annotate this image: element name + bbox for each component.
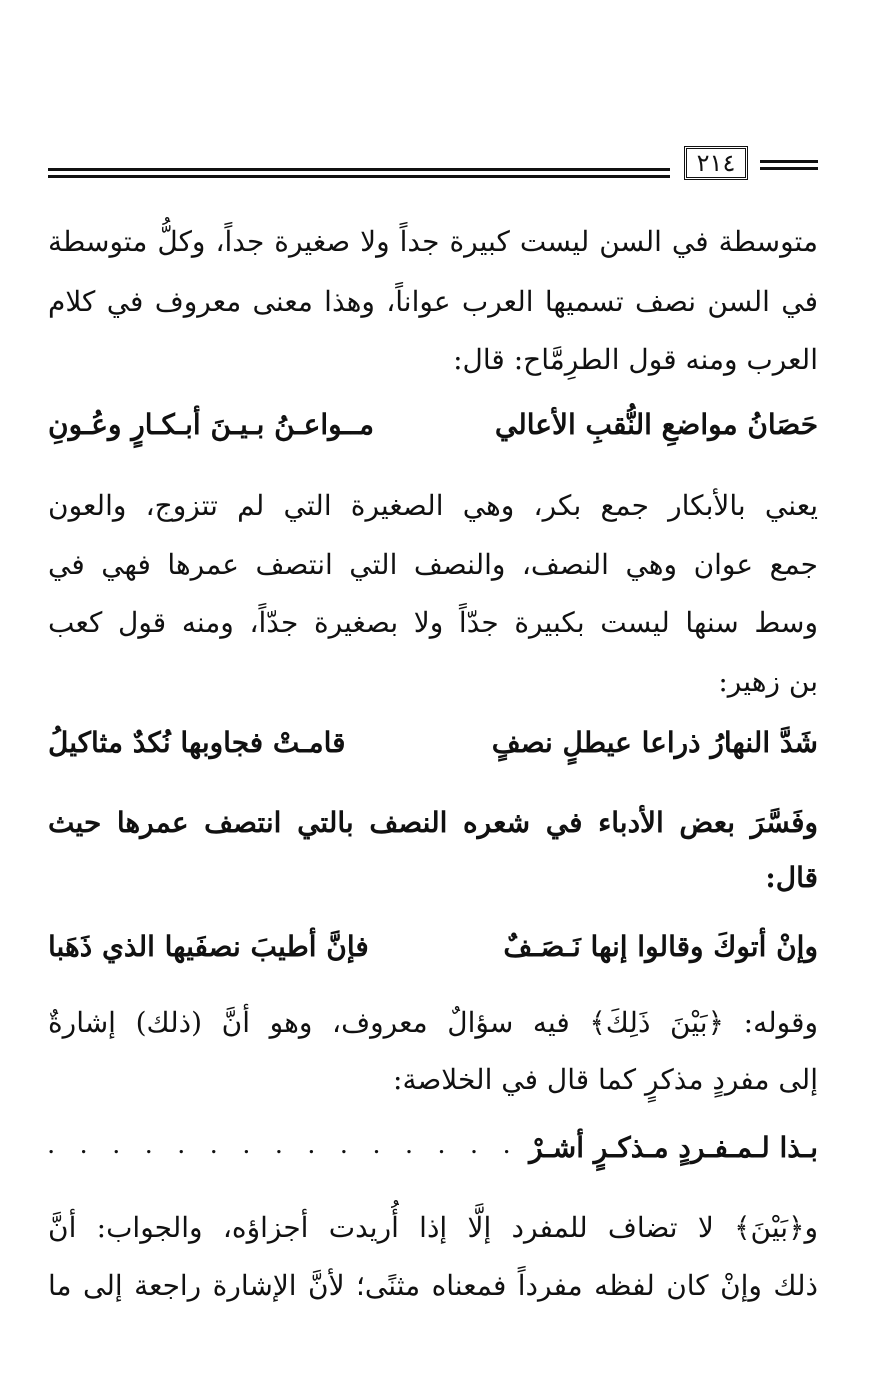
text-line-13: ذلك وإنْ كان لفظه مفرداً فمعناه مثنًى؛ لأنَّ الإشارة راجعة إلى ما bbox=[48, 1269, 818, 1302]
verse-4-first-hemistich: بـذا لـمـفـردٍ مـذكـرٍ أشـرْ bbox=[529, 1131, 818, 1164]
verse-1-first-hemistich: حَصَانُ مواضعِ النُّقبِ الأعالي bbox=[494, 408, 818, 441]
header-rule-short bbox=[760, 158, 818, 172]
text-line-6: وسط سنها ليست بكبيرة جدّاً ولا بصغيرة جدّاً، ومنه قول كعب bbox=[48, 606, 818, 639]
page-number: ٢١٤ bbox=[684, 146, 748, 180]
text-line-10: وقوله: ﴿بَيْنَ ذَلِكَ﴾ فيه سؤالٌ معروف، وهو أنَّ (ذلك) إشارةٌ bbox=[48, 1006, 818, 1039]
verse-2-second-hemistich: قامـتْ فجاوبها نُكدٌ مثاكيلُ bbox=[48, 726, 346, 759]
text-line-9: قال: bbox=[765, 861, 818, 894]
text-line-5: جمع عوان وهي النصف، والنصف التي انتصف عمرها فهي في bbox=[48, 548, 818, 581]
verse-4-second-hemistich: . . . . . . . . . . . . . . . . bbox=[48, 1137, 553, 1158]
text-line-1: متوسطة في السن ليست كبيرة جداً ولا صغيرة جداً، وكلُّ متوسطة bbox=[48, 225, 818, 258]
page-header bbox=[48, 146, 818, 186]
text-line-3: العرب ومنه قول الطرِمَّاح: قال: bbox=[453, 343, 818, 376]
text-line-11: إلى مفردٍ مذكرٍ كما قال في الخلاصة: bbox=[393, 1063, 818, 1096]
verse-1-second-hemistich: مــواعـنُ بـيـنَ أبـكـارٍ وعُـونِ bbox=[48, 408, 375, 441]
text-line-2: في السن نصف تسميها العرب عواناً، وهذا معنى معروف في كلام bbox=[48, 285, 818, 318]
text-line-7: بن زهير: bbox=[718, 665, 818, 698]
verse-3-second-hemistich: فإنَّ أطيبَ نصفَيها الذي ذَهَبا bbox=[48, 930, 369, 963]
text-line-4: يعني بالأبكار جمع بكر، وهي الصغيرة التي لم تتزوج، والعون bbox=[48, 489, 818, 522]
verse-3-first-hemistich: وإنْ أتوكَ وقالوا إنها نَـصَـفٌ bbox=[503, 930, 818, 963]
text-line-8: وفَسَّرَ بعض الأدباء في شعره النصف بالتي انتصف عمرها حيث bbox=[48, 806, 818, 839]
verse-2-first-hemistich: شَدَّ النهارُ ذراعا عيطلٍ نصفٍ bbox=[491, 726, 818, 759]
header-rule-long bbox=[48, 168, 670, 180]
text-line-12: و﴿بَيْنَ﴾ لا تضاف للمفرد إلَّا إذا أُريدت أجزاؤه، والجواب: أنَّ bbox=[48, 1211, 818, 1244]
